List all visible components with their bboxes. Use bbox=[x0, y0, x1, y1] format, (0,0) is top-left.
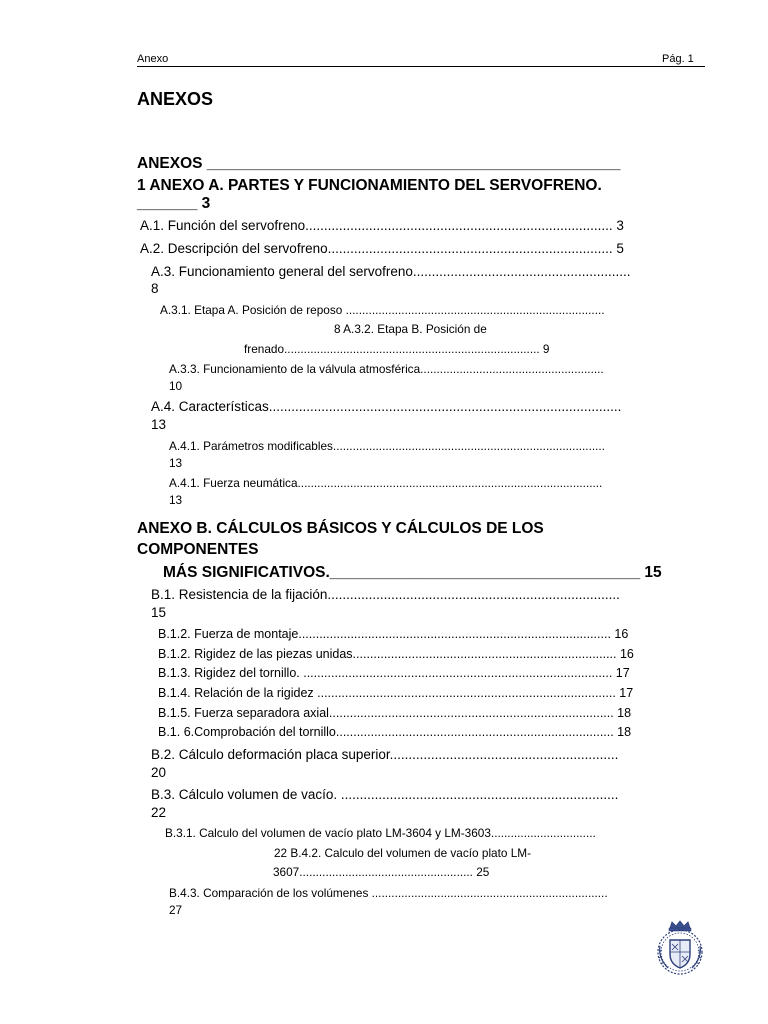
toc-line[interactable]: 27 bbox=[169, 903, 183, 917]
toc-line[interactable]: A.3.3. Funcionamiento de la válvula atmosférica........................................................ bbox=[169, 362, 604, 376]
toc-line[interactable]: A.4.1. Fuerza neumática............................................................................................. bbox=[169, 476, 603, 490]
toc-line[interactable]: A.1. Función del servofreno.................................................................................. 3 bbox=[140, 218, 624, 233]
toc-line[interactable]: B.1. Resistencia de la fijación.............................................................................. bbox=[151, 587, 620, 602]
toc-line[interactable]: ANEXO B. CÁLCULOS BÁSICOS Y CÁLCULOS DE LOS bbox=[137, 520, 544, 537]
university-seal-icon bbox=[652, 918, 708, 976]
toc-line[interactable]: B.1.3. Rigidez del tornillo. ......................................................................................... 17 bbox=[158, 666, 630, 680]
toc-line[interactable]: 8 bbox=[151, 281, 159, 296]
toc-line[interactable]: A.3. Funcionamiento general del servofreno.......................................................... bbox=[151, 264, 631, 279]
toc-line[interactable]: B.3. Cálculo volumen de vacío. .......................................................................... bbox=[151, 787, 619, 802]
toc-line[interactable]: B.2. Cálculo deformación placa superior............................................................. bbox=[151, 747, 619, 762]
toc-line[interactable]: 3607..................................................... 25 bbox=[273, 865, 490, 879]
toc-line[interactable]: B.1.2. Fuerza de montaje.......................................................................................... 16 bbox=[158, 627, 629, 641]
header-left: Anexo bbox=[137, 53, 169, 65]
toc-line[interactable]: 15 bbox=[151, 605, 167, 620]
toc-line[interactable]: B.1. 6.Comprobación del tornillo................................................................................ 18 bbox=[158, 725, 632, 739]
toc-line[interactable]: B.1.2. Rigidez de las piezas unidas............................................................................ 16 bbox=[158, 647, 634, 661]
toc-line[interactable]: _______ 3 bbox=[137, 195, 211, 212]
toc-line[interactable]: 1 ANEXO A. PARTES Y FUNCIONAMIENTO DEL SERVOFRENO. bbox=[137, 177, 602, 194]
toc-line[interactable]: COMPONENTES bbox=[137, 541, 259, 558]
toc-line[interactable]: B.1.4. Relación de la rigidez ...................................................................................... 17 bbox=[158, 686, 634, 700]
toc-line[interactable]: B.1.5. Fuerza separadora axial.................................................................................. 18 bbox=[158, 706, 632, 720]
toc-line[interactable]: 13 bbox=[151, 417, 167, 432]
toc-line[interactable]: 22 B.4.2. Calculo del volumen de vacío plato LM- bbox=[274, 846, 532, 860]
toc-line[interactable]: A.4.1. Parámetros modificables................................................................................... bbox=[169, 439, 605, 453]
toc-line[interactable]: frenado.............................................................................. 9 bbox=[244, 342, 550, 356]
toc-line[interactable]: ANEXOS ________________________________________________ bbox=[137, 155, 621, 172]
toc-line[interactable]: 20 bbox=[151, 765, 167, 780]
toc-line[interactable]: 10 bbox=[169, 379, 183, 393]
toc-line[interactable]: A.2. Descripción del servofreno............................................................................ 5 bbox=[140, 241, 624, 256]
header-rule bbox=[137, 66, 705, 67]
toc-line[interactable]: 13 bbox=[169, 456, 183, 470]
toc-line[interactable]: B.4.3. Comparación de los volúmenes ........................................................................ bbox=[169, 886, 608, 900]
page-title: ANEXOS bbox=[137, 89, 214, 109]
toc-line[interactable]: 8 A.3.2. Etapa B. Posición de bbox=[334, 322, 487, 336]
toc-line[interactable]: B.3.1. Calculo del volumen de vacío plato LM-3604 y LM-3603................................ bbox=[165, 826, 596, 840]
toc-line[interactable]: 13 bbox=[169, 493, 183, 507]
toc-line[interactable]: A.4. Características.............................................................................................. bbox=[151, 399, 622, 414]
toc-line[interactable]: 22 bbox=[151, 805, 167, 820]
toc-line[interactable]: A.3.1. Etapa A. Posición de reposo ............................................................................... bbox=[160, 303, 605, 317]
toc-line[interactable]: MÁS SIGNIFICATIVOS.____________________________________ 15 bbox=[163, 564, 662, 581]
header-page-number: Pág. 1 bbox=[662, 53, 694, 65]
